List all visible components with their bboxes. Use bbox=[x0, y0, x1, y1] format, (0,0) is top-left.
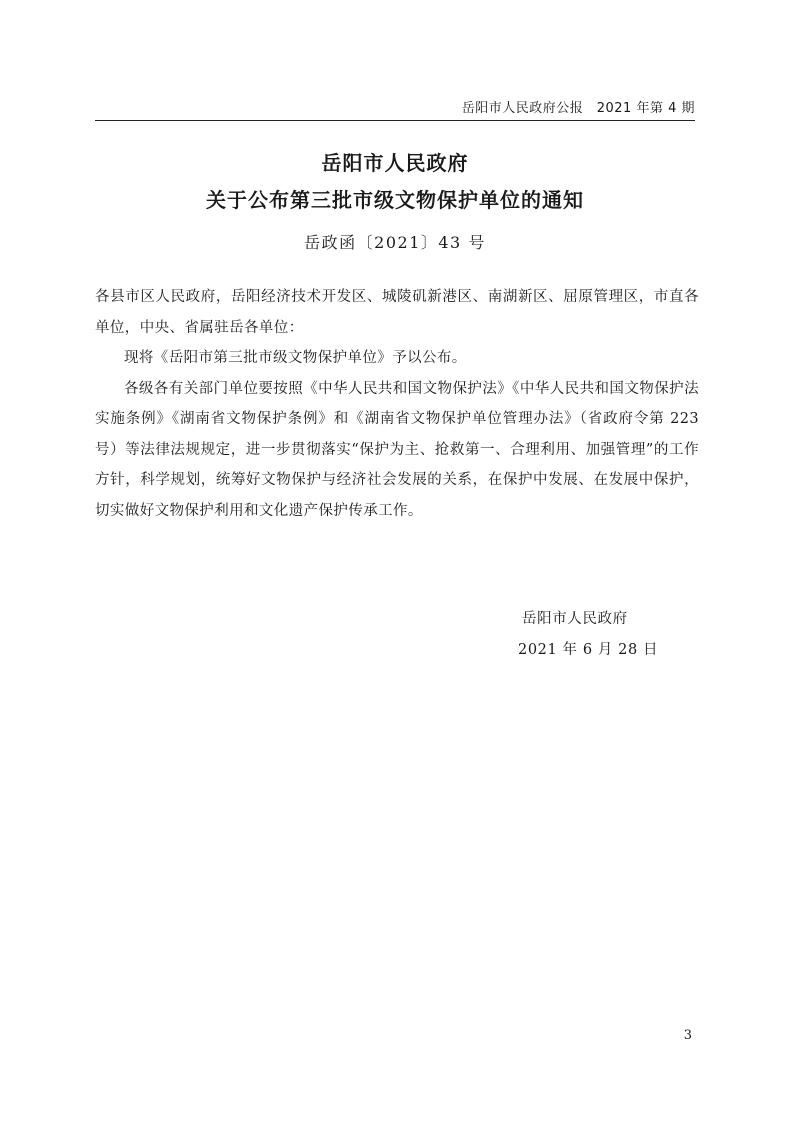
salutation: 各县市区人民政府，岳阳经济技术开发区、城陵矶新港区、南湖新区、屈原管理区，市直各单位，中央、省属驻岳各单位： bbox=[95, 289, 699, 336]
header-rule bbox=[95, 120, 695, 121]
body-paragraph-2: 各级各有关部门单位要按照《中华人民共和国文物保护法》《中华人民共和国文物保护法实施条例》《湖南省文物保护条例》和《湖南省文物保护单位管理办法》（省政府令第 223 号）等法律法规规定，进一步贯彻落实“保护为主、抢救第一、合理利用、加强管理”的工作方针，科学规划，统筹好文物保护与经济社会发展的关系，在保护中发展、在发展中保护，切实做好文物保护利用和文化遗产保护传承工作。 bbox=[95, 380, 699, 519]
body-paragraph-1: 现将《岳阳市第三批市级文物保护单位》予以公布。 bbox=[124, 350, 467, 366]
document-title-issuer: 岳阳市人民政府 bbox=[321, 151, 469, 175]
document-number: 岳政函〔2021〕43 号 bbox=[304, 233, 486, 252]
document-title-subject: 关于公布第三批市级文物保护单位的通知 bbox=[206, 188, 584, 212]
running-header: 岳阳市人民政府公报 2021 年第 4 期 bbox=[461, 101, 695, 116]
document-body bbox=[95, 282, 699, 526]
page-number: 3 bbox=[683, 1028, 692, 1043]
signature-issuer: 岳阳市人民政府 bbox=[522, 611, 628, 627]
signature-date: 2021 年 6 月 28 日 bbox=[518, 642, 659, 658]
